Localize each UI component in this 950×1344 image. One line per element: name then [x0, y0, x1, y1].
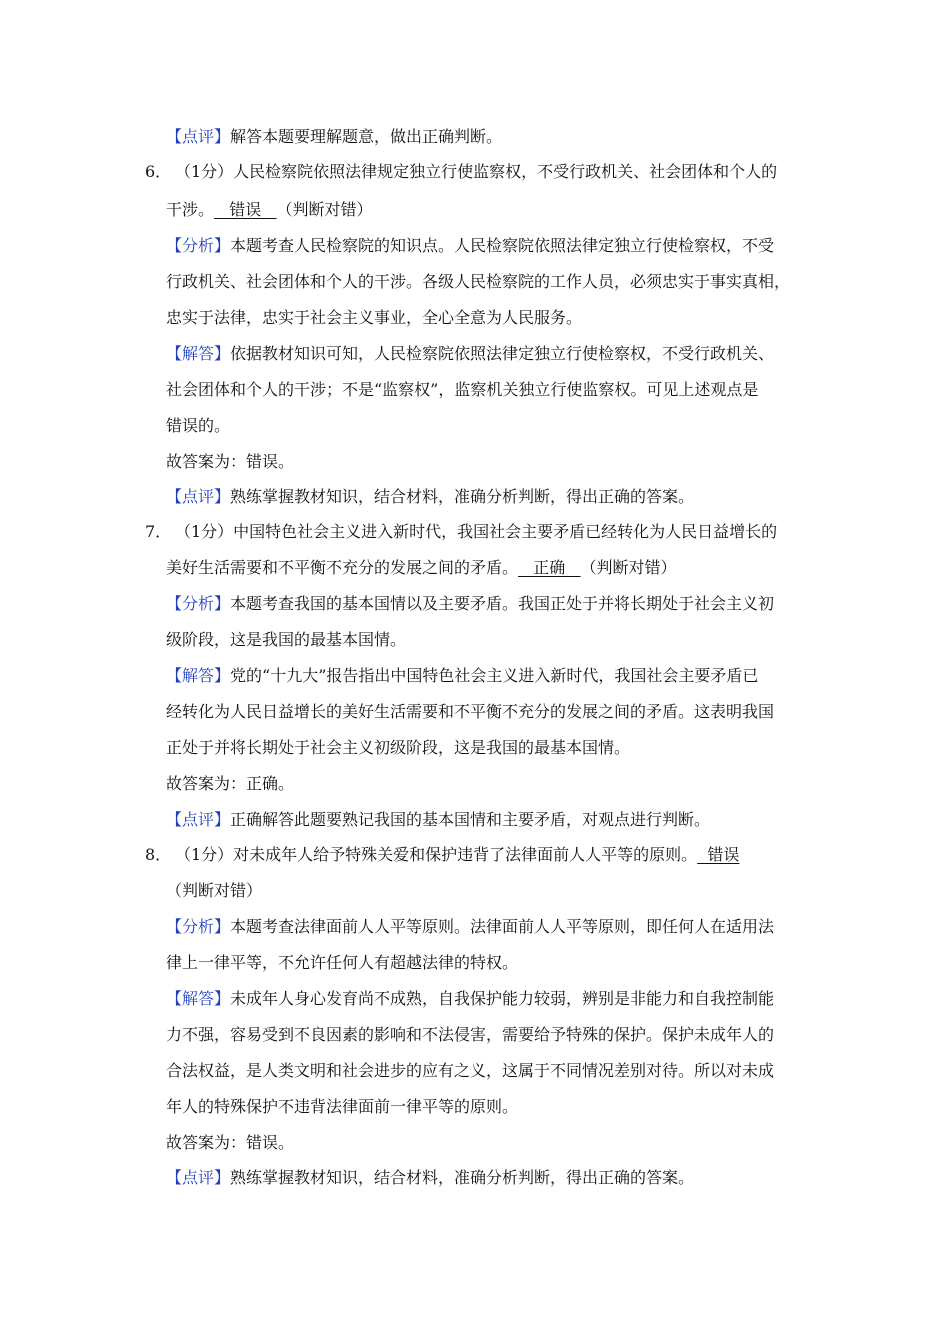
solution-line [166, 989, 774, 1009]
solution-line: 年人的特殊保护不违背法律面前一律平等的原则。 [166, 1097, 519, 1116]
analysis-line: 忠实于法律，忠实于社会主义事业，全心全意为人民服务。 [166, 308, 583, 327]
solution-tag: 【解答】 [166, 344, 231, 363]
comment-line [166, 810, 710, 830]
solution-line: 合法权益，是人类文明和社会进步的应有之义，这属于不同情况差别对待。所以对未成 [166, 1061, 775, 1080]
analysis-text: 本题考查法律面前人人平等原则。法律面前人人平等原则，即任何人在适用法 [230, 917, 775, 936]
comment-tag: 【点评】 [166, 127, 231, 146]
answer-blank: 正确 [518, 558, 581, 577]
comment-text: 熟练掌握教材知识，结合材料，准确分析判断，得出正确的答案。 [230, 1168, 695, 1187]
comment-tag: 【点评】 [166, 810, 231, 829]
analysis-line [166, 236, 774, 256]
solution-line [166, 666, 758, 686]
solution-text: 党的“十九大”报告指出中国特色社会主义进入新时代，我国社会主要矛盾已 [230, 666, 759, 685]
question-7-stem: （1分）中国特色社会主义进入新时代，我国社会主要矛盾已经转化为人民日益增长的 [175, 522, 778, 541]
solution-line: 经转化为人民日益增长的美好生活需要和不平衡不充分的发展之间的矛盾。这表明我国 [166, 702, 775, 721]
answer-blank: 错误 [214, 200, 277, 219]
question-8-number: 8． [145, 845, 172, 864]
comment-tag: 【点评】 [166, 487, 231, 506]
question-6-stem-line2 [166, 200, 373, 220]
comment-text: 解答本题要理解题意，做出正确判断。 [230, 127, 503, 146]
solution-line: 错误的。 [166, 416, 231, 435]
analysis-text: 本题考查我国的基本国情以及主要矛盾。我国正处于并将长期处于社会主义初 [230, 594, 775, 613]
comment-line [166, 1168, 694, 1188]
analysis-line: 级阶段，这是我国的最基本国情。 [166, 630, 407, 649]
solution-line: 社会团体和个人的干涉；不是“监察权”，监察机关独立行使监察权。可见上述观点是 [166, 380, 759, 399]
stem-text: 美好生活需要和不平衡不充分的发展之间的矛盾。 [166, 558, 519, 577]
solution-line: 正处于并将长期处于社会主义初级阶段，这是我国的最基本国情。 [166, 738, 631, 757]
question-8-stem [175, 845, 739, 865]
comment-text: 熟练掌握教材知识，结合材料，准确分析判断，得出正确的答案。 [230, 487, 695, 506]
stem-text: 干涉。 [166, 200, 215, 219]
comment-line [166, 487, 694, 507]
analysis-tag: 【分析】 [166, 236, 231, 255]
stem-suffix: （判断对错） [276, 200, 373, 219]
analysis-line [166, 594, 774, 614]
solution-line [166, 344, 774, 364]
final-answer: 故答案为：正确。 [166, 774, 295, 793]
analysis-tag: 【分析】 [166, 594, 231, 613]
analysis-text: 本题考查人民检察院的知识点。人民检察院依照法律定独立行使检察权，不受 [230, 236, 775, 255]
solution-line: 力不强，容易受到不良因素的影响和不法侵害，需要给予特殊的保护。保护未成年人的 [166, 1025, 775, 1044]
analysis-line: 行政机关、社会团体和个人的干涉。各级人民检察院的工作人员，必须忠实于事实真相， [166, 272, 791, 291]
question-6-stem: （1分）人民检察院依照法律规定独立行使监察权，不受行政机关、社会团体和个人的 [175, 162, 778, 181]
question-7-number: 7． [145, 522, 172, 541]
solution-tag: 【解答】 [166, 989, 231, 1008]
answer-blank: 错误 [697, 845, 740, 864]
solution-text: 依据教材知识可知，人民检察院依照法律定独立行使检察权，不受行政机关、 [230, 344, 775, 363]
comment-line [166, 127, 502, 147]
final-answer: 故答案为：错误。 [166, 1133, 295, 1152]
stem-text: （1分）对未成年人给予特殊关爱和保护违背了法律面前人人平等的原则。 [175, 845, 698, 864]
comment-tag: 【点评】 [166, 1168, 231, 1187]
question-7-stem-line2 [166, 558, 677, 578]
comment-text: 正确解答此题要熟记我国的基本国情和主要矛盾，对观点进行判断。 [230, 810, 711, 829]
stem-suffix: （判断对错） [580, 558, 677, 577]
final-answer: 故答案为：错误。 [166, 452, 295, 471]
question-6-number: 6． [145, 162, 172, 181]
solution-tag: 【解答】 [166, 666, 231, 685]
solution-text: 未成年人身心发育尚不成熟，自我保护能力较弱，辨别是非能力和自我控制能 [230, 989, 775, 1008]
analysis-line [166, 917, 774, 937]
analysis-line: 律上一律平等，不允许任何人有超越法律的特权。 [166, 953, 519, 972]
question-8-stem-line2: （判断对错） [166, 881, 263, 900]
analysis-tag: 【分析】 [166, 917, 231, 936]
